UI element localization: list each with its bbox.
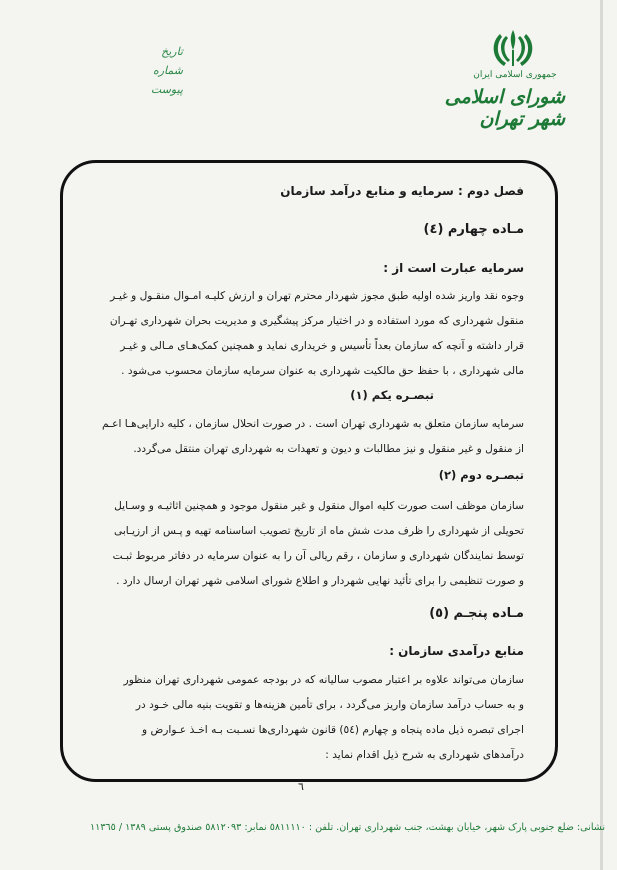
iran-emblem-icon xyxy=(486,28,540,68)
paragraph-line: درآمدهای شهرداری به شرح ذیل اقدام نماید : xyxy=(325,749,524,761)
page-number: ٦ xyxy=(298,780,304,793)
note1-paragraph xyxy=(94,412,524,462)
meta-number-label: شماره xyxy=(152,64,183,77)
paragraph-line: مالی شهرداری ، با حفظ حق مالکیت شهرداری به عنوان سرمایه سازمان محسوب می‌شود . xyxy=(121,365,524,377)
article5-subtitle: منابع درآمدی سازمان : xyxy=(389,644,524,658)
article4-paragraph xyxy=(94,284,524,384)
note2-paragraph xyxy=(94,494,524,594)
paragraph-line: وجوه نقد واریز شده اولیه طبق مجوز شهردار محترم تهران و ارزش کلیـه امـوال منقـول و غیـر xyxy=(110,290,524,302)
note1-title: تبصـره یکم (١) xyxy=(350,388,434,402)
paragraph-line: سازمان موظف است صورت کلیه اموال منقول و غیر منقول موجود و همچنین اثاثیـه و وسـایل xyxy=(114,500,524,512)
paragraph-line: قرار داشته و آنچه که سازمان بعداً تأسیس و خریداری نماید و همچنین کمک‌هـای مـالی و غیـر xyxy=(120,340,524,352)
paragraph-line: سرمایه سازمان متعلق به شهرداری تهران است . در صورت انحلال سازمان ، کلیه دارایی‌هـا اعـم xyxy=(101,418,524,430)
paragraph-line: توسط نمایندگان شهرداری و سازمان ، رقم ریالی آن را به عنوان سرمایه در دفاتر مربوط ثبـت xyxy=(112,550,524,562)
paragraph-line: اجرای تبصره ذیل ماده پنجاه و چهارم (٥٤) قانون شهرداری‌ها نسـبت بـه اخـذ عـوارض و xyxy=(141,724,524,736)
republic-title: جمهوری اسلامی ایران xyxy=(473,70,557,80)
footer-address: نشانی: ضلع جنوبی پارک شهر، خیابان بهشت، جنب شهرداری تهران. تلفن : ٥٨١١١١٠ نمابر: ٥٨١٢٠٩٣ صندوق پستی ١٣٨٩ / ١١٣٦٥ xyxy=(90,822,605,833)
section-title: فصل دوم : سرمایه و منابع درآمد سازمان xyxy=(280,184,524,198)
paragraph-line: و صورت تنظیمی را برای تأئید نهایی شهردار و اطلاع شورای اسلامی شهر تهران ارسال دارد . xyxy=(116,575,524,587)
paragraph-line: منقول شهرداری که مورد استفاده و در اختیار مرکز پیشگیری و مدیریت بحران شهرداری تهـران xyxy=(109,315,524,327)
paragraph-line: تحویلی از شهرداری را ظرف مدت شش ماه از تاریخ تصویب اساسنامه تهیه و پـس از ارزیـابی xyxy=(114,525,524,537)
council-title: شورای اسلامی شهر تهران xyxy=(444,86,565,130)
article4-title: مـاده چهارم (٤) xyxy=(423,222,524,237)
paragraph-line: سازمان می‌تواند علاوه بر اعتبار مصوب سالیانه که در بودجه عمومی شهرداری تهران منظور xyxy=(123,674,524,686)
article5-title: مـاده پنجـم (٥) xyxy=(429,606,524,621)
note2-title: تبصـره دوم (٢) xyxy=(438,468,524,482)
article5-paragraph xyxy=(94,668,524,768)
scan-edge xyxy=(600,0,603,870)
meta-attachment-label: پیوست xyxy=(150,83,183,96)
article4-subtitle: سرمایه عبارت است از : xyxy=(383,261,524,275)
paragraph-line: و به حساب درآمد سازمان واریز می‌گردد ، برای تأمین هزینه‌ها و تقویت بنیه مالی خـود در xyxy=(135,699,524,711)
meta-date-label: تاریخ xyxy=(161,45,183,58)
letter-meta xyxy=(143,42,183,99)
paragraph-line: از منقول و غیر منقول و نیز مطالبات و دیون و تعهدات به شهرداری تهران منتقل می‌گردد. xyxy=(133,443,524,455)
